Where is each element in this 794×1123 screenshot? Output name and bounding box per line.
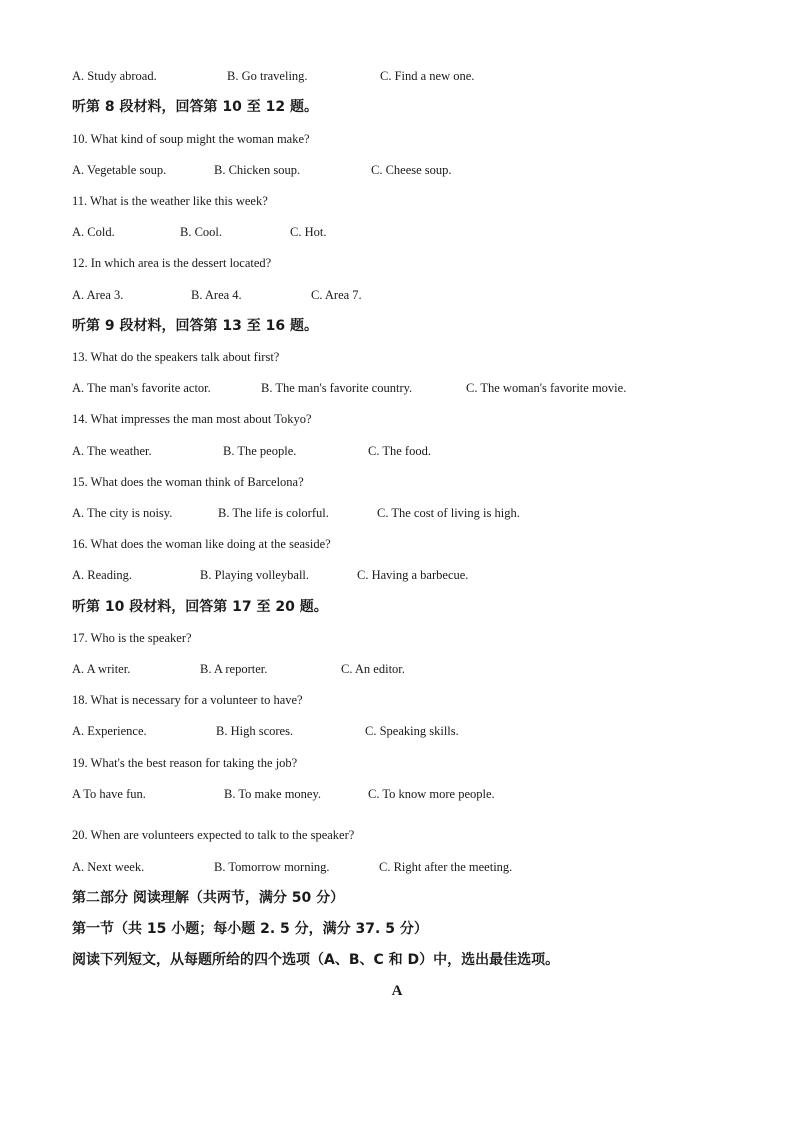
q12-option-b: B. Area 4. xyxy=(191,288,242,302)
q10-option-b: B. Chicken soup. xyxy=(214,163,301,177)
q18-option-b: B. High scores. xyxy=(216,724,294,738)
q20-option-b: B. Tomorrow morning. xyxy=(214,860,330,874)
q12-option-a: A. Area 3. xyxy=(72,288,124,302)
q14-question: 14. What impresses the man most about Tokyo? xyxy=(72,412,312,426)
q11-option-b: B. Cool. xyxy=(180,225,223,239)
q16-option-b: B. Playing volleyball. xyxy=(200,568,310,582)
q10-option-a: A. Vegetable soup. xyxy=(72,163,167,177)
q19-option-b: B. To make money. xyxy=(224,787,322,801)
q10-option-c: C. Cheese soup. xyxy=(371,163,452,177)
q17-option-a: A. A writer. xyxy=(72,662,131,676)
q13-option-a: A. The man's favorite actor. xyxy=(72,381,211,395)
q12-option-c: C. Area 7. xyxy=(311,288,362,302)
q15-option-a: A. The city is noisy. xyxy=(72,506,173,520)
passage-label: A xyxy=(391,983,403,999)
q9-option-a: A. Study abroad. xyxy=(72,69,157,83)
q15-question: 15. What does the woman think of Barcelona? xyxy=(72,475,304,489)
q11-option-c: C. Hot. xyxy=(290,225,327,239)
q20-question: 20. When are volunteers expected to talk to the speaker? xyxy=(72,828,355,842)
q18-question: 18. What is necessary for a volunteer to have? xyxy=(72,693,303,707)
q19-question: 19. What's the best reason for taking the job? xyxy=(72,756,298,770)
section-8-heading: 听第 8 段材料，回答第 10 至 12 题。 xyxy=(72,99,318,115)
q13-option-b: B. The man's favorite country. xyxy=(261,381,413,395)
reading-instruction: 阅读下列短文，从每题所给的四个选项（A、B、C 和 D）中，选出最佳选项。 xyxy=(72,952,560,968)
q11-question: 11. What is the weather like this week? xyxy=(72,194,268,208)
section-9-heading: 听第 9 段材料，回答第 13 至 16 题。 xyxy=(72,318,318,334)
q14-option-a: A. The weather. xyxy=(72,444,152,458)
q16-question: 16. What does the woman like doing at the seaside? xyxy=(72,537,331,551)
q18-option-c: C. Speaking skills. xyxy=(365,724,459,738)
q13-option-c: C. The woman's favorite movie. xyxy=(466,381,627,395)
part-2-title: 第二部分 阅读理解（共两节，满分 50 分） xyxy=(72,890,345,906)
section-1-title: 第一节（共 15 小题；每小题 2. 5 分，满分 37. 5 分） xyxy=(72,921,428,937)
q20-option-c: C. Right after the meeting. xyxy=(379,860,513,874)
section-10-heading: 听第 10 段材料，回答第 17 至 20 题。 xyxy=(72,599,328,615)
q19-option-a: A To have fun. xyxy=(72,787,146,801)
q16-option-c: C. Having a barbecue. xyxy=(357,568,469,582)
q14-option-c: C. The food. xyxy=(368,444,431,458)
q16-option-a: A. Reading. xyxy=(72,568,133,582)
q19-option-c: C. To know more people. xyxy=(368,787,495,801)
q17-option-c: C. An editor. xyxy=(341,662,405,676)
q11-option-a: A. Cold. xyxy=(72,225,115,239)
q18-option-a: A. Experience. xyxy=(72,724,147,738)
q15-option-b: B. The life is colorful. xyxy=(218,506,329,520)
q14-option-b: B. The people. xyxy=(223,444,297,458)
q9-option-c: C. Find a new one. xyxy=(380,69,475,83)
q10-question: 10. What kind of soup might the woman make? xyxy=(72,132,310,146)
q9-option-b: B. Go traveling. xyxy=(227,69,308,83)
q17-option-b: B. A reporter. xyxy=(200,662,268,676)
q15-option-c: C. The cost of living is high. xyxy=(377,506,520,520)
q17-question: 17. Who is the speaker? xyxy=(72,631,192,645)
q20-option-a: A. Next week. xyxy=(72,860,145,874)
q12-question: 12. In which area is the dessert located? xyxy=(72,256,272,270)
q13-question: 13. What do the speakers talk about first? xyxy=(72,350,280,364)
